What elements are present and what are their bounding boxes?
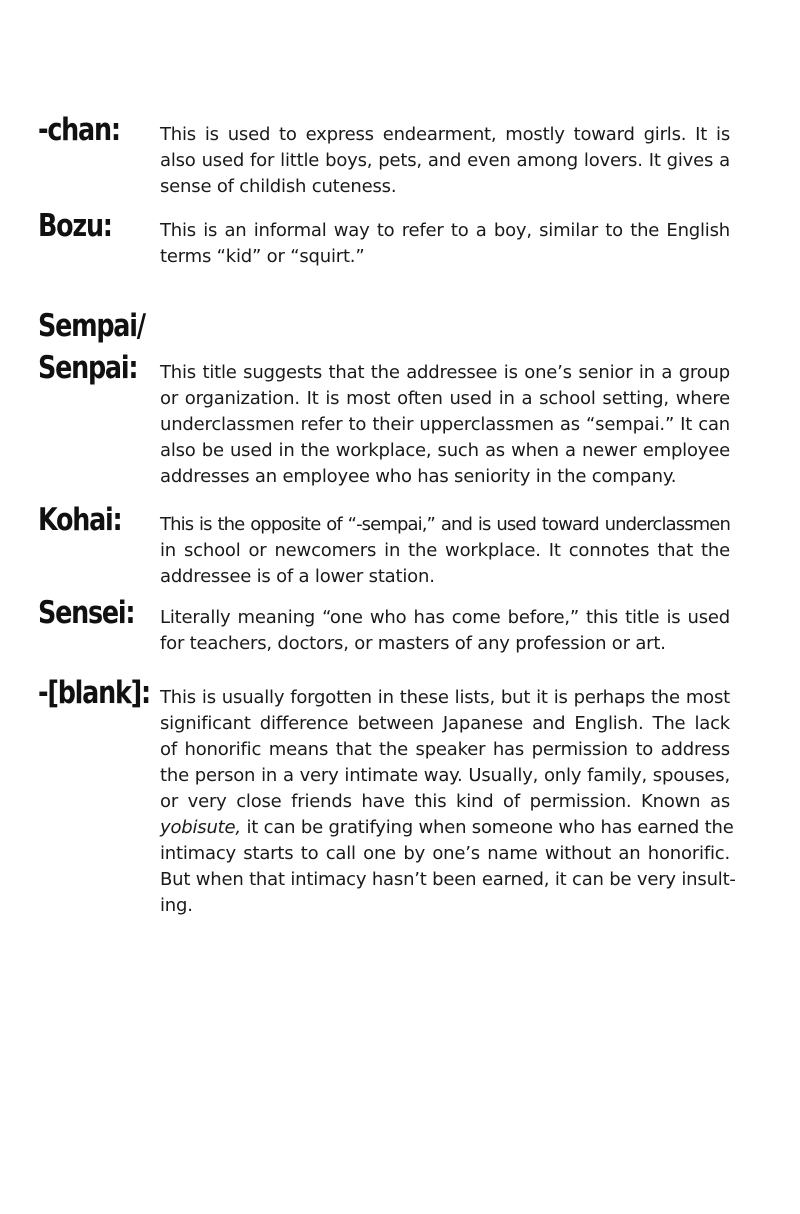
term-kohai: Kohai: (38, 502, 122, 538)
definition-line: in school or newcomers in the workplace. It connotes that the (160, 540, 730, 561)
definition-line: or very close friends have this kind of permission. Known as (160, 791, 730, 812)
definition-line: or organization. It is most often used in a school setting, where (160, 388, 730, 409)
definition-line: significant difference between Japanese and English. The lack (160, 713, 730, 734)
definition-kohai (160, 512, 730, 590)
definition-line: of honorific means that the speaker has permission to address (160, 739, 730, 760)
term-sempai-line-2: Senpai: (38, 350, 138, 386)
definition-line-rest: it can be gratifying when someone who has earned the (246, 817, 734, 838)
definition-line: addressee is of a lower station. (160, 566, 435, 587)
definition-line: This is an informal way to refer to a boy, similar to the English (160, 220, 730, 241)
definition-line: ing. (160, 895, 193, 916)
definition-sensei (160, 605, 730, 657)
definition-line: also used for little boys, pets, and even among lovers. It gives a (160, 150, 730, 171)
definition-sempai (160, 360, 730, 490)
definition-line: the person in a very intimate way. Usually, only family, spouses, (160, 765, 730, 786)
term-blank: -[blank]: (38, 675, 150, 711)
italic-term-yobisute: yobisute, (160, 817, 241, 838)
definition-line: for teachers, doctors, or masters of any profession or art. (160, 633, 666, 654)
term-bozu: Bozu: (38, 208, 112, 244)
definition-bozu (160, 218, 730, 270)
definition-line: This is usually forgotten in these lists, but it is perhaps the most (160, 687, 730, 708)
definition-line: sense of childish cuteness. (160, 176, 397, 197)
term-sempai-line-1: Sempai/ (38, 308, 145, 344)
term-sempai (38, 308, 145, 387)
definition-line: terms “kid” or “squirt.” (160, 246, 365, 267)
definition-line: But when that intimacy hasn’t been earned, it can be very insult- (160, 869, 736, 890)
definition-line: also be used in the workplace, such as when a newer employee (160, 440, 730, 461)
definition-line: Literally meaning “one who has come before,” this title is used (160, 607, 730, 628)
term-sensei: Sensei: (38, 595, 135, 631)
definition-line: addresses an employee who has seniority in the company. (160, 466, 677, 487)
definition-line: underclassmen refer to their upperclassmen as “sempai.” It can (160, 414, 730, 435)
definition-chan (160, 122, 730, 200)
definition-line: This title suggests that the addressee is one’s senior in a group (160, 362, 730, 383)
definition-line-with-italic (160, 815, 734, 841)
definition-line: intimacy starts to call one by one’s name without an honorific. (160, 843, 730, 864)
definition-blank (160, 685, 736, 919)
term-chan: -chan: (38, 112, 120, 148)
definition-line: This is used to express endearment, mostly toward girls. It is (160, 124, 730, 145)
definition-line: This is the opposite of “-sempai,” and is used toward underclassmen (160, 514, 730, 535)
